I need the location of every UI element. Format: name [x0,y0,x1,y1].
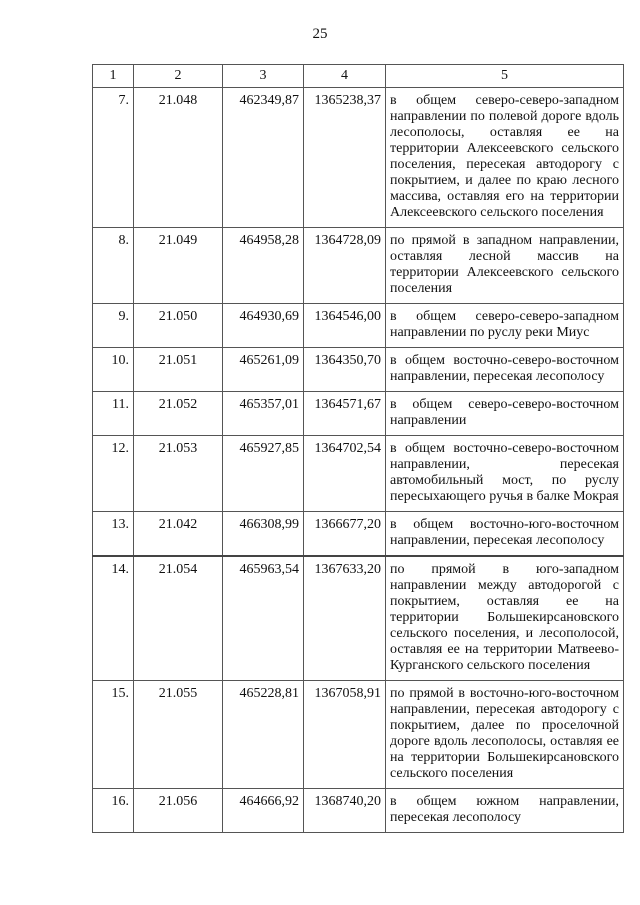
header-row [93,65,624,88]
page-number: 25 [312,26,328,42]
boundary-description: по прямой в западном направлении, оставляя лесной массив на территории Алексеевского сельского поселения [386,228,624,304]
header-cell: 4 [304,65,386,88]
row-number: 9. [93,304,134,348]
table-row [93,348,624,392]
coordinate-x: 465963,54 [223,556,304,681]
coordinate-y: 1364702,54 [304,436,386,512]
coordinate-x: 465261,09 [223,348,304,392]
row-number: 7. [93,88,134,228]
boundary-description: в общем восточно-северо-восточном направлении, пересекая автомобильный мост, по руслу пересыхающего ручья в балке Мокрая [386,436,624,512]
header-cell: 3 [223,65,304,88]
point-code: 21.056 [134,789,223,833]
header-cell: 2 [134,65,223,88]
coordinate-x: 464958,28 [223,228,304,304]
coordinate-y: 1364350,70 [304,348,386,392]
table-row [93,88,624,228]
coordinate-y: 1367058,91 [304,681,386,789]
boundary-description: по прямой в юго-западном направлении между автодорогой с покрытием, оставляя ее на территории Большекирсановского сельского поселения, и лесополосой, оставляя ее на территории Матвеево-Курганского сельского поселения [386,556,624,681]
point-code: 21.051 [134,348,223,392]
boundary-table [92,64,624,833]
row-number: 11. [93,392,134,436]
coordinate-y: 1364546,00 [304,304,386,348]
coordinate-y: 1366677,20 [304,512,386,557]
row-number: 8. [93,228,134,304]
coordinate-x: 466308,99 [223,512,304,557]
coordinate-x: 465357,01 [223,392,304,436]
table-row [93,512,624,557]
boundary-description: в общем восточно-юго-восточном направлении, пересекая лесополосу [386,512,624,557]
coordinate-y: 1365238,37 [304,88,386,228]
point-code: 21.055 [134,681,223,789]
coordinate-x: 462349,87 [223,88,304,228]
point-code: 21.048 [134,88,223,228]
boundary-description: в общем северо-северо-западном направлении по полевой дороге вдоль лесополосы, оставляя ее на территории Алексеевского сельского поселения, пересекая автодорогу с покрытием, и далее по краю лесного массива, оставляя его на территории Алексеевского сельского поселения [386,88,624,228]
table-row [93,556,624,681]
coordinate-y: 1368740,20 [304,789,386,833]
point-code: 21.053 [134,436,223,512]
table-row [93,436,624,512]
boundary-description: в общем южном направлении, пересекая лесополосу [386,789,624,833]
table-row [93,392,624,436]
boundary-description: в общем северо-северо-восточном направлении [386,392,624,436]
row-number: 16. [93,789,134,833]
table-row [93,304,624,348]
point-code: 21.052 [134,392,223,436]
coordinate-x: 464930,69 [223,304,304,348]
point-code: 21.050 [134,304,223,348]
point-code: 21.054 [134,556,223,681]
table-row [93,228,624,304]
header-cell: 5 [386,65,624,88]
coordinate-y: 1364571,67 [304,392,386,436]
coordinate-x: 464666,92 [223,789,304,833]
boundary-description: в общем северо-северо-западном направлении по руслу реки Миус [386,304,624,348]
point-code: 21.049 [134,228,223,304]
coordinate-x: 465927,85 [223,436,304,512]
row-number: 15. [93,681,134,789]
boundary-description: по прямой в восточно-юго-восточном направлении, пересекая автодорогу с покрытием, далее по проселочной дороге вдоль лесополосы, оставляя ее на территории Большекирсановского сельского поселения [386,681,624,789]
point-code: 21.042 [134,512,223,557]
coordinate-y: 1364728,09 [304,228,386,304]
coordinate-x: 465228,81 [223,681,304,789]
table-row [93,789,624,833]
row-number: 14. [93,556,134,681]
row-number: 13. [93,512,134,557]
row-number: 12. [93,436,134,512]
table-row [93,681,624,789]
header-cell: 1 [93,65,134,88]
coordinate-y: 1367633,20 [304,556,386,681]
row-number: 10. [93,348,134,392]
boundary-description: в общем восточно-северо-восточном направлении, пересекая лесополосу [386,348,624,392]
